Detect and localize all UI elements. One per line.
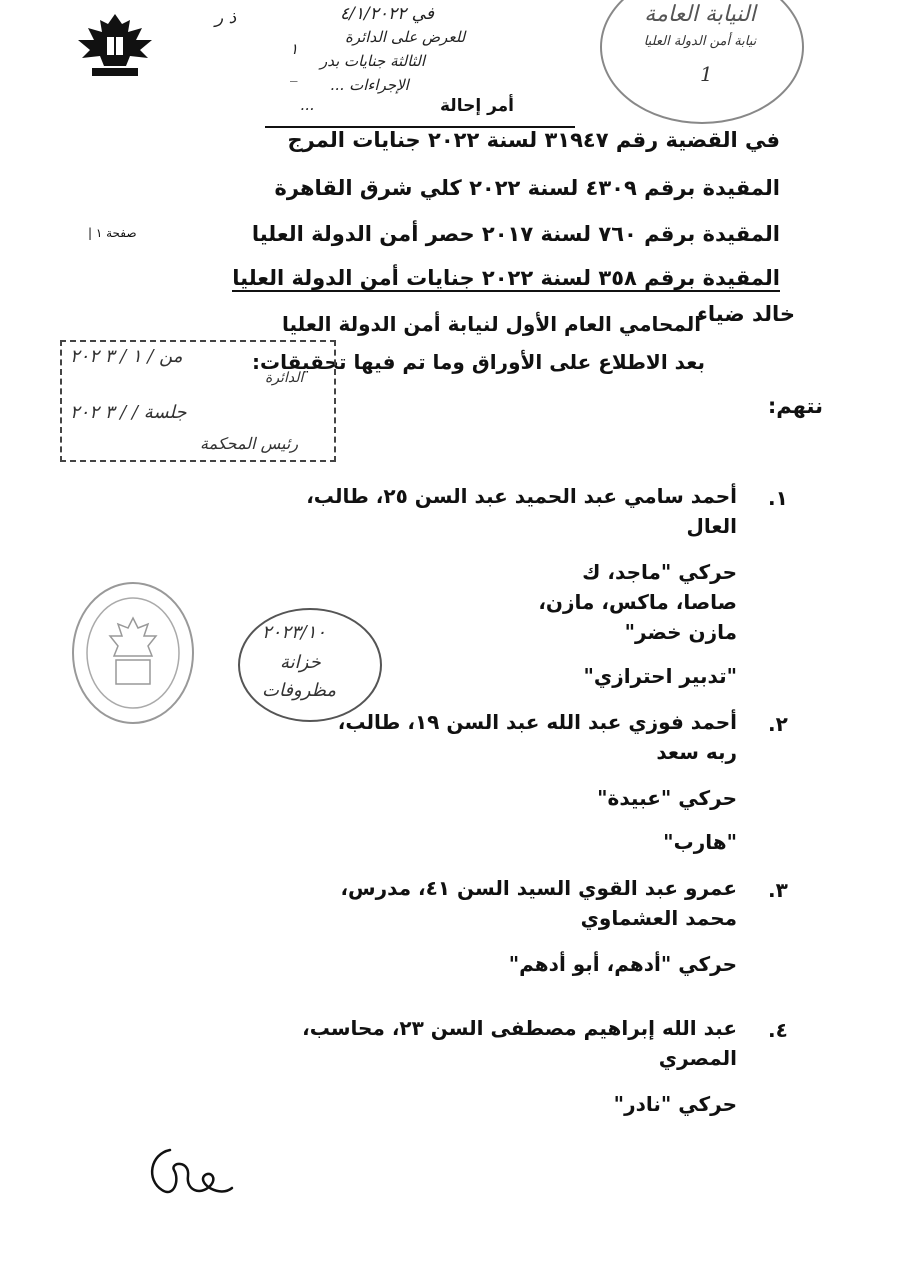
defendant-3-line-2: محمد العشماوي (580, 906, 737, 930)
defendant-4-number: ٤. (768, 1018, 788, 1042)
defendant-4-line-2: المصري (658, 1046, 737, 1070)
handwritten-note-4: ... (300, 96, 315, 114)
prosecutor-name: خالد ضياء (697, 302, 795, 326)
safe-stamp-line-1: خزانة (280, 652, 321, 673)
defendant-4-alias-1: حركي "نادر" (613, 1092, 737, 1116)
eagle-emblem-icon (70, 10, 160, 80)
case-line-4: المقيدة برقم ٣٥٨ لسنة ٢٠٢٢ جنايات أمن الدولة العليا (232, 266, 780, 290)
defendant-2-number: ٢. (768, 712, 788, 736)
defendant-2-line-2: ربه سعد (656, 740, 737, 764)
defendant-1-line-1: أحمد سامي عبد الحميد عبد السن ٢٥، طالب، (306, 484, 737, 508)
defendant-1-line-2: العال (686, 514, 737, 538)
defendant-2-line-1: أحمد فوزي عبد الله عبد السن ١٩، طالب، (337, 710, 737, 734)
court-stamp-row-1-label: الدائرة (265, 370, 304, 386)
defendant-1-status: "تدبير احترازي" (583, 664, 737, 688)
defendant-3-alias-1: حركي "أدهم، أبو أدهم" (508, 952, 737, 976)
handwritten-note-1: للعرض على الدائرة (345, 28, 466, 46)
defendant-2-status: "هارب" (663, 830, 737, 854)
defendant-1-alias-3: مازن خضر" (624, 620, 737, 644)
defendant-1-number: ١. (768, 486, 788, 510)
court-stamp-row-2: جلسة / / ٣ ٢٠٢ (70, 402, 187, 423)
official-seal-icon (68, 578, 198, 728)
defendant-1-alias-1: حركي "ماجد، ك (582, 560, 737, 584)
stamp-top-text: النيابة العامة (644, 2, 756, 27)
stamp-number: 1 (700, 62, 713, 86)
defendant-3-number: ٣. (768, 878, 788, 902)
case-line-3: المقيدة برقم ٧٦٠ لسنة ٢٠١٧ حصر أمن الدولة العليا (251, 222, 780, 246)
court-stamp-footer: رئيس المحكمة (200, 434, 299, 453)
page-label: صفحة ١ | (88, 226, 137, 240)
handwritten-note-2: الثالثة جنايات بدر (320, 52, 426, 70)
accuse-label: نتهم: (767, 394, 823, 418)
signature-icon (140, 1140, 240, 1210)
handwritten-date: في ٤/١/٢٠٢٢ (340, 4, 434, 24)
handwritten-short-1: ١ (290, 40, 299, 58)
defendant-2-alias-1: حركي "عبيدة" (597, 786, 737, 810)
handwritten-short-2: _ (290, 64, 298, 82)
safe-stamp-date: ٢٠٢٣/١٠ (262, 622, 327, 643)
court-stamp-row-1: من / ١ / ٣ ٢٠٢ (70, 346, 183, 367)
case-line-1: في القضية رقم ٣١٩٤٧ لسنة ٢٠٢٢ جنايات المرج (287, 128, 780, 152)
prosecutor-title: المحامي العام الأول لنيابة أمن الدولة العليا (282, 312, 702, 336)
safe-stamp-line-2: مظروفات (262, 680, 337, 701)
defendant-1-alias-2: صاصا، ماكس، مازن، (538, 590, 737, 614)
case-line-2: المقيدة برقم ٤٣٠٩ لسنة ٢٠٢٢ كلي شرق القاهرة (274, 176, 780, 200)
handwritten-tag: ذ ر (215, 8, 237, 28)
referral-title: أمر إحالة (440, 96, 515, 116)
handwritten-note-3: الإجراءات ... (330, 76, 409, 94)
stamp-sub-text: نيابة أمن الدولة العليا (643, 34, 757, 49)
defendant-4-line-1: عبد الله إبراهيم مصطفى السن ٢٣، محاسب، (302, 1016, 737, 1040)
intro-text: بعد الاطلاع على الأوراق وما تم فيها تحقيقات: (252, 350, 705, 374)
defendant-3-line-1: عمرو عبد القوي السيد السن ٤١، مدرس، (340, 876, 737, 900)
